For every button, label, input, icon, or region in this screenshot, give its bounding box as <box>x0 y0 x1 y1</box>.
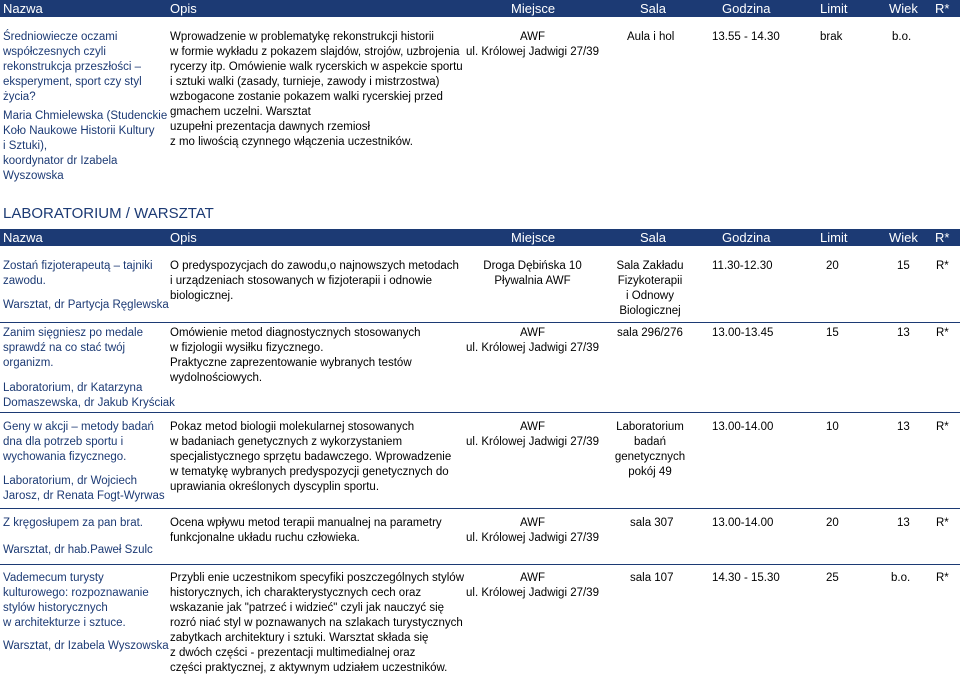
event-limit: 20 <box>826 517 839 529</box>
event-time: 13.55 - 14.30 <box>712 31 780 43</box>
event-time: 13.00-14.00 <box>712 517 774 529</box>
section-title: LABORATORIUM / WARSZTAT <box>3 205 214 222</box>
event-description: Ocena wpływu metod terapii manualnej na parametry funkcjonalne układu ruchu człowieka. <box>170 517 442 544</box>
event-description: O predyspozycjach do zawodu,o najnowszych metodach i urządzeniach stosowanych w fizjoterapii i odnowie biologicznej. <box>170 260 459 302</box>
header-wiek: Wiek <box>889 230 918 245</box>
event-leader: Laboratorium, dr Wojciech Jarosz, dr Renata Fogt-Wyrwas <box>3 475 165 502</box>
event-room: Aula i hol <box>627 31 675 43</box>
event-description: Wprowadzenie w problematykę rekonstrukcji historii w formie wykładu z pokazem slajdów, strojów, uzbrojenia rycerzy itp. Omówienie walk rycerskich w aspekcie sportu i sztuki walki (zasady, turnieje, zawody i mistrzostwa) wzbogacone zostanie pokazem walki rycerskiej przed gmachem uczelni. Warsztat uzupełni prezentacja dawnych rzemiosł z mo liwością czynnego włączenia uczestników. <box>170 31 463 148</box>
header-limit: Limit <box>820 1 848 16</box>
event-place: AWF ul. Królowej Jadwigi 27/39 <box>466 31 599 58</box>
event-age: 13 <box>897 327 910 339</box>
event-room: sala 307 <box>630 517 674 529</box>
event-leader: Laboratorium, dr Katarzyna Domaszewska, dr Jakub Kryściak <box>3 382 175 409</box>
event-title: Średniowiecze oczami współczesnych czyli rekonstrukcja przeszłości – eksperyment, sport czy styl życia? <box>3 31 142 103</box>
row-divider <box>0 564 960 565</box>
event-description: Przybli enie uczestnikom specyfiki poszczególnych stylów historycznych, ich charakterystycznych cech oraz wskazanie jak "patrzeć i widzieć" czyli jak nauczyć się rozró niać styl w poznawanych na szlakach turystycznych zabytkach architektury i sztuki. Warsztat składa się z dwóch części - prezentacji multimedialnej oraz części praktycznej, z aktywnym udziałem uczestników. <box>170 572 465 674</box>
event-room: Laboratorium badań genetycznych pokój 49 <box>614 421 686 478</box>
event-description: Pokaz metod biologii molekularnej stosowanych w badaniach genetycznych z wykorzystaniem specjalistycznego sprzętu badawczego. Wprowadzenie w tematykę wybranych predyspozycji genetycznych do uprawiania określonych dyscyplin sportu. <box>170 421 452 493</box>
event-room: sala 296/276 <box>617 327 683 339</box>
event-title: Z kręgosłupem za pan brat. <box>3 517 143 529</box>
event-age: 15 <box>897 260 910 272</box>
event-age: b.o. <box>892 31 912 43</box>
header-opis: Opis <box>170 1 197 16</box>
header-wiek: Wiek <box>889 1 918 16</box>
event-age: b.o. <box>891 572 911 584</box>
header-miejsce: Miejsce <box>511 1 556 16</box>
table-header <box>0 0 960 17</box>
event-title: Geny w akcji – metody badań dna dla potrzeb sportu i wychowania fizycznego. <box>3 421 154 463</box>
event-r: R* <box>936 260 949 272</box>
event-room: sala 107 <box>630 572 674 584</box>
header-godzina: Godzina <box>722 1 771 16</box>
event-leader: Warsztat, dr hab.Paweł Szulc <box>3 544 153 556</box>
event-limit: 15 <box>826 327 839 339</box>
event-description: Omówienie metod diagnostycznych stosowanych w fizjologii wysiłku fizycznego. Praktyczne zaprezentowanie wybranych testów wydolnościowych. <box>170 327 421 384</box>
event-limit: 25 <box>826 572 839 584</box>
header-sala: Sala <box>640 1 667 16</box>
event-place: AWF ul. Królowej Jadwigi 27/39 <box>466 572 599 599</box>
event-place: AWF ul. Królowej Jadwigi 27/39 <box>466 517 599 544</box>
event-time: 11.30-12.30 <box>712 260 773 272</box>
event-limit: 20 <box>826 260 839 272</box>
event-place: Droga Dębińska 10 Pływalnia AWF <box>483 260 582 287</box>
row-divider <box>0 322 960 323</box>
header-sala: Sala <box>640 230 667 245</box>
header-godzina: Godzina <box>722 230 771 245</box>
event-place: AWF ul. Królowej Jadwigi 27/39 <box>466 421 599 448</box>
event-leader: Warsztat, dr Izabela Wyszowska <box>3 640 169 652</box>
event-age: 13 <box>897 517 910 529</box>
event-leader: Warsztat, dr Partycja Ręglewska <box>3 299 169 311</box>
event-r: R* <box>936 517 949 529</box>
header-nazwa: Nazwa <box>3 1 43 16</box>
event-r: R* <box>936 572 949 584</box>
event-leader: Maria Chmielewska (Studenckie Koło Naukowe Historii Kultury i Sztuki), koordynator dr Izabela Wyszowska <box>3 110 168 182</box>
header-r: R* <box>935 1 950 16</box>
event-title: Zostań fizjoterapeutą – tajniki zawodu. <box>3 260 153 287</box>
event-place: AWF ul. Królowej Jadwigi 27/39 <box>466 327 599 354</box>
event-r: R* <box>936 327 949 339</box>
event-time: 13.00-13.45 <box>712 327 774 339</box>
table-header <box>0 229 960 246</box>
event-r: R* <box>936 421 949 433</box>
header-nazwa: Nazwa <box>3 230 43 245</box>
header-limit: Limit <box>820 230 848 245</box>
event-room: Sala Zakładu Fizykoterapii i Odnowy Biologicznej <box>616 260 684 317</box>
event-title: Zanim sięgniesz po medale sprawdź na co stać twój organizm. <box>3 327 143 369</box>
header-opis: Opis <box>170 230 197 245</box>
event-time: 14.30 - 15.30 <box>712 572 780 584</box>
event-time: 13.00-14.00 <box>712 421 774 433</box>
row-divider <box>0 508 960 509</box>
row-divider <box>0 412 960 413</box>
event-age: 13 <box>897 421 910 433</box>
header-r: R* <box>935 230 950 245</box>
event-limit: 10 <box>826 421 839 433</box>
event-limit: brak <box>820 31 843 43</box>
header-miejsce: Miejsce <box>511 230 556 245</box>
event-title: Vademecum turysty kulturowego: rozpoznawanie stylów historycznych w architekturze i sztuce. <box>3 572 149 629</box>
